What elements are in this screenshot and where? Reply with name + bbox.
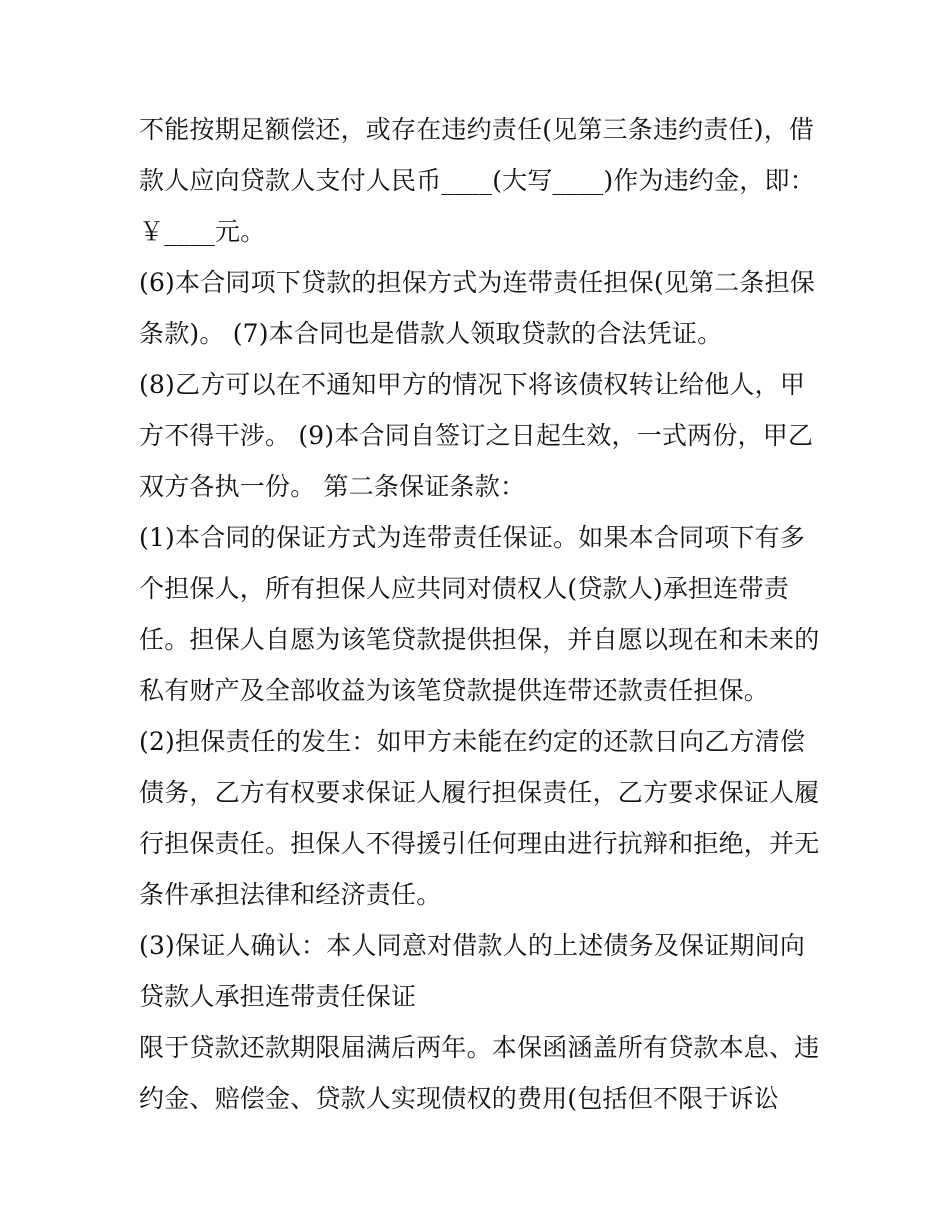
text-line: 约金、赔偿金、贷款人实现债权的费用(包括但不限于诉讼: [139, 1084, 779, 1113]
text-line: 条件承担法律和经济责任。: [139, 880, 442, 909]
text-line: (2)担保责任的发生：如甲方未能在约定的还款日向乙方清偿: [139, 727, 806, 756]
text-line: 行担保责任。担保人不得援引任何理由进行抗辩和拒绝，并无: [139, 829, 820, 858]
text-line: 私有财产及全部收益为该笔贷款提供连带还款责任担保。: [139, 676, 770, 705]
document-body: [139, 104, 829, 1124]
text-line: 个担保人，所有担保人应共同对债权人(贷款人)承担连带责: [139, 574, 789, 603]
text-line: ￥____元。: [139, 217, 266, 246]
text-line: 款人应向贷款人支付人民币____(大写____)作为违约金，即：: [139, 166, 815, 195]
text-line: 限于贷款还款期限届满后两年。本保函涵盖所有贷款本息、违: [139, 1033, 820, 1062]
text-line: 方不得干涉。 (9)本合同自签订之日起生效，一式两份，甲乙: [139, 421, 814, 450]
text-line: 条款)。 (7)本合同也是借款人领取贷款的合法凭证。: [139, 319, 723, 348]
text-line: 不能按期足额偿还，或存在违约责任(见第三条违约责任)，借: [139, 115, 815, 144]
text-line: (8)乙方可以在不通知甲方的情况下将该债权转让给他人，甲: [139, 370, 806, 399]
text-line: 任。担保人自愿为该笔贷款提供担保，并自愿以现在和未来的: [139, 625, 820, 654]
text-line: (1)本合同的保证方式为连带责任保证。如果本合同项下有多: [139, 523, 806, 552]
text-line: 债务，乙方有权要求保证人履行担保责任，乙方要求保证人履: [139, 778, 820, 807]
text-line: (6)本合同项下贷款的担保方式为连带责任担保(见第二条担保: [139, 268, 815, 297]
text-line: (3)保证人确认：本人同意对借款人的上述债务及保证期间向: [139, 931, 806, 960]
text-line: 贷款人承担连带责任保证: [139, 982, 417, 1011]
text-line: 双方各执一份。 第二条保证条款：: [139, 472, 526, 501]
